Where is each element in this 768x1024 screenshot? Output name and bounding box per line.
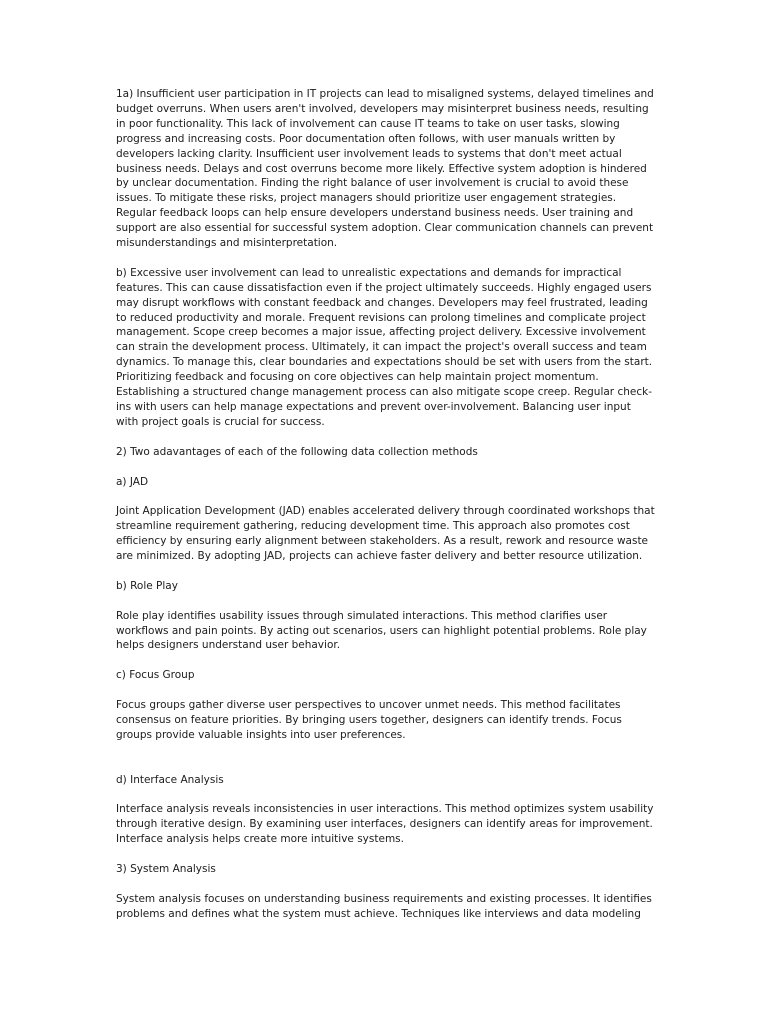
section-focus-group-paragraph: Focus groups gather diverse user perspectives to uncover unmet needs. This method facilitates consensus on feature priorities. By bringing users together, designers can identify trends. Focus groups provide valuable insights into user preferences. xyxy=(116,699,622,741)
section-jad-paragraph: Joint Application Development (JAD) enables accelerated delivery through coordinated workshops that streamline requirement gathering, reducing development time. This approach also promotes cost efficiency by ensuring early alignment between stakeholders. As a result, rework and resource waste are minimized. By adopting JAD, projects can achieve faster delivery and better resource utilization. xyxy=(116,505,655,563)
question-3-paragraph: System analysis focuses on understanding business requirements and existing processes. It identifies problems and defines what the system must achieve. Techniques like interviews and data modeling xyxy=(116,892,652,920)
answer-1b-paragraph: b) Excessive user involvement can lead to unrealistic expectations and demands for impractical features. This can cause dissatisfaction even if the project ultimately succeeds. Highly engaged users may disrupt workflows with constant feedback and changes. Developers may feel frustrated, leading to reduced productivity and morale. Frequent revisions can prolong timelines and complicate project management. Scope creep becomes a major issue, affecting project delivery. Excessive involvement can strain the development process. Ultimately, it can impact the project's overall success and team dynamics. To manage this, clear boundaries and expectations should be set with users from the start. Prioritizing feedback and focusing on core objectives can help maintain project momentum. Establishing a structured change management process can also mitigate scope creep. Regular check-ins with users can help manage expectations and prevent over-involvement. Balancing user input with project goals is crucial for success. xyxy=(116,266,653,428)
section-role-play-paragraph: Role play identifies usability issues through simulated interactions. This method clarifies user workflows and pain points. By acting out scenarios, users can highlight potential problems. Role play helps designers understand user behavior. xyxy=(116,609,647,652)
section-interface-analysis-heading: d) Interface Analysis xyxy=(116,773,224,786)
section-interface-analysis-paragraph: Interface analysis reveals inconsistencies in user interactions. This method optimizes system usability through iterative design. By examining user interfaces, designers can identify areas for improvement. Interface analysis helps create more intuitive systems. xyxy=(116,803,654,846)
question-2-heading: 2) Two adavantages of each of the following data collection methods xyxy=(116,445,478,458)
section-jad-heading: a) JAD xyxy=(116,475,149,488)
section-focus-group-heading: c) Focus Group xyxy=(116,669,195,682)
section-role-play-heading: b) Role Play xyxy=(116,579,178,592)
answer-1a-paragraph: 1a) Insufficient user participation in IT projects can lead to misaligned systems, delayed timelines and budget overruns. When users aren't involved, developers may misinterpret business needs, resulting in poor functionality. This lack of involvement can cause IT teams to take on user tasks, slowing progress and increasing costs. Poor documentation often follows, with user manuals written by developers lacking clarity. Insufficient user involvement leads to systems that don't meet actual business needs. Delays and cost overruns become more likely. Effective system adoption is hindered by unclear documentation. Finding the right balance of user involvement is crucial to avoid these issues. To mitigate these risks, project managers should prioritize user engagement strategies. Regular feedback loops can help ensure developers understand business needs. User training and support are also essential for successful system adoption. Clear communication channels can prevent misunderstandings and misinterpretation. xyxy=(116,88,654,250)
document-body xyxy=(116,87,656,936)
question-3-heading: 3) System Analysis xyxy=(116,862,216,875)
